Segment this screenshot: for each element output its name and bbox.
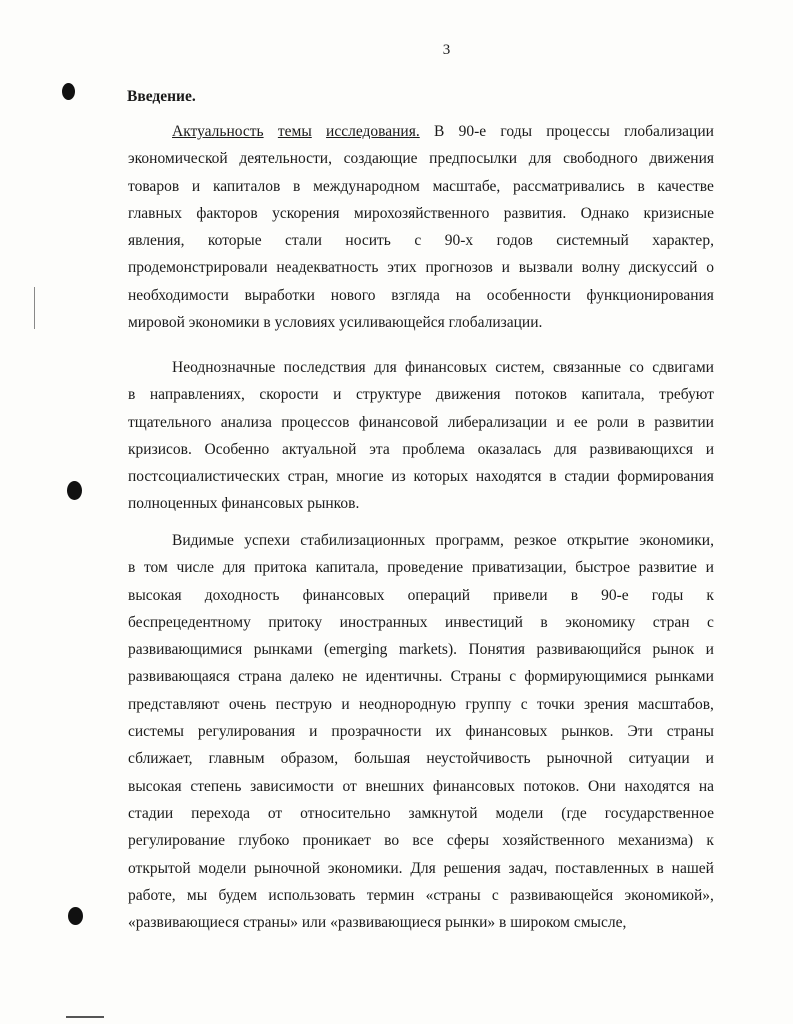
punch-hole-bottom	[68, 907, 83, 925]
text-line: кризисов. Особенно актуальной эта проблема оказалась для развивающихся и	[128, 440, 714, 458]
paragraph-emerging-markets	[128, 527, 714, 936]
section-heading: Введение.	[127, 88, 196, 105]
text-line: регулирование глубоко проникает во все сферы хозяйственного механизма) к	[128, 832, 714, 850]
text-line: в том числе для притока капитала, проведение приватизации, быстрое развитие и	[128, 559, 714, 577]
text-line: тщательного анализа процессов финансовой либерализации и ее роли в развитии	[128, 413, 714, 431]
text-line: высокая степень зависимости от внешних финансовых потоков. Они находятся на	[128, 777, 714, 795]
page-number: 3	[442, 42, 451, 58]
paragraph-relevance	[128, 118, 714, 336]
margin-mark	[34, 287, 35, 329]
text-line: явления, которые стали носить с 90-х годов системный характер,	[128, 232, 714, 250]
text-line: «развивающиеся страны» или «развивающиеся рынки» в широком смысле,	[128, 914, 627, 932]
text-line: развивающаяся страна далеко не идентичны. Страны с формирующимися рынками	[128, 668, 714, 686]
text-line: полноценных финансовых рынков.	[128, 495, 360, 513]
text-line: экономической деятельности, создающие предпосылки для свободного движения	[128, 150, 714, 168]
text-line: продемонстрировали неадекватность этих прогнозов и вызвали волну дискуссий о	[128, 259, 714, 277]
text-line: сближает, главным образом, большая неустойчивость рыночной ситуации и	[128, 750, 714, 768]
text-line: работе, мы будем использовать термин «страны с развивающейся экономикой»,	[128, 886, 714, 904]
text-line: постсоциалистических стран, многие из которых находятся в стадии формирования	[128, 468, 714, 486]
text-line: системы регулирования и прозрачности их финансовых рынков. Эти страны	[128, 723, 714, 741]
text-line: товаров и капиталов в международном масштабе, рассматривались в качестве	[128, 177, 714, 195]
text-line: стадии перехода от относительно замкнутой модели (где государственное	[128, 804, 714, 822]
text-line: Неоднозначные последствия для финансовых систем, связанные со сдвигами	[172, 359, 714, 376]
text-line: необходимости выработки нового взгляда на особенности функционирования	[128, 286, 714, 304]
text-line: развивающимися рынками (emerging markets). Понятия развивающийся рынок и	[128, 641, 714, 659]
footer-rule	[66, 1016, 104, 1018]
text-line: мировой экономики в условиях усиливающейся глобализации.	[128, 314, 543, 332]
punch-hole-top	[62, 83, 75, 100]
text-line: представляют очень пеструю и неоднородную группу с точки зрения масштабов,	[128, 695, 714, 713]
paragraph-consequences	[128, 354, 714, 518]
text-line: Видимые успехи стабилизационных программ, резкое открытие экономики,	[172, 532, 714, 549]
text-line: Актуальность темы исследования. В 90-е годы процессы глобализации	[172, 123, 714, 140]
text-line: открытой модели рыночной экономики. Для решения задач, поставленных в нашей	[128, 859, 714, 877]
text-line: главных факторов ускорения мирохозяйственного развития. Однако кризисные	[128, 204, 714, 222]
punch-hole-middle	[67, 481, 82, 500]
text-line: в направлениях, скорости и структуре движения потоков капитала, требуют	[128, 386, 714, 404]
text-line: беспрецедентному притоку иностранных инвестиций в экономику стран с	[128, 613, 714, 631]
text-line: высокая доходность финансовых операций привели в 90-е годы к	[128, 586, 714, 604]
